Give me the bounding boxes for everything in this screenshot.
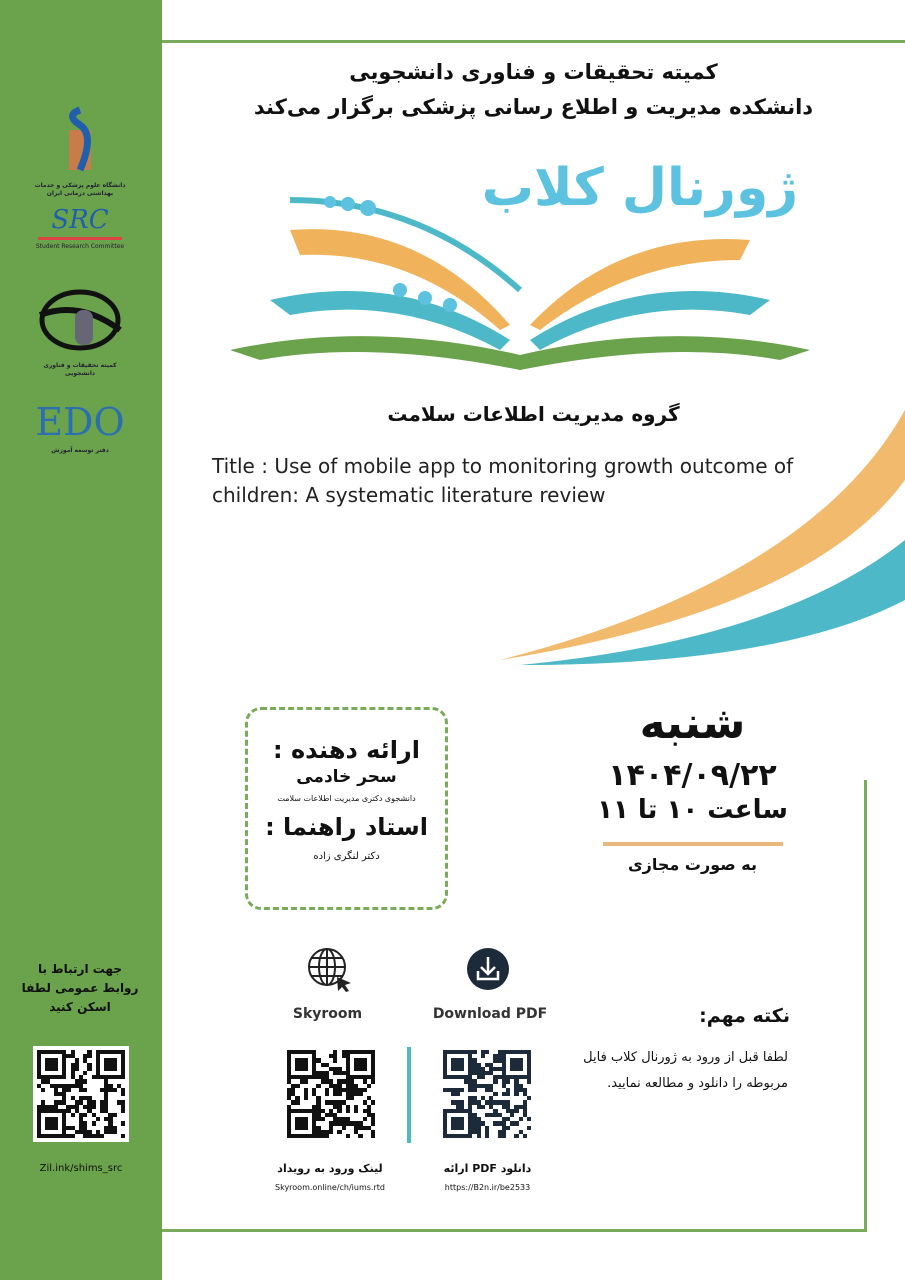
header-line-1: کمیته تحقیقات و فناوری دانشجویی xyxy=(349,60,718,84)
download-icon xyxy=(466,947,510,991)
skyroom-qr-code[interactable] xyxy=(283,1046,379,1142)
download-pdf-label[interactable]: Download PDF xyxy=(432,1006,548,1022)
note-text: لطفا قبل از ورود به ژورنال کلاب فایل مربوطه را دانلود و مطالعه نمایید. xyxy=(583,1050,788,1091)
decorative-swooshes xyxy=(480,380,905,670)
contact-link[interactable]: Zil.ink/shims_src xyxy=(39,1163,123,1174)
header-line-2: دانشکده مدیریت و اطلاع رسانی پزشکی برگزار می‌کند xyxy=(253,95,814,119)
pdf-url[interactable]: https://B2n.ir/be2533 xyxy=(444,1183,531,1192)
globe-cursor-icon xyxy=(305,945,355,995)
contact-text: جهت ارتباط با روابط عمومی لطفا اسکن کنید xyxy=(21,962,139,1015)
presentation-title: Title : Use of mobile app to monitoring growth outcome of children: A systematic literature review xyxy=(212,454,794,507)
skyroom-label[interactable]: Skyroom xyxy=(292,1006,363,1022)
presenter-name: سحر خادمی xyxy=(296,767,397,787)
skyroom-url[interactable]: Skyroom.online/ch/iums.rtd xyxy=(275,1183,385,1192)
pdf-caption: دانلود PDF ارائه xyxy=(443,1162,532,1175)
src-logo: SRC Student Research Committee xyxy=(35,205,125,250)
university-logo: دانشگاه علوم پزشکی و خدمات بهداشتی درمانی ایران xyxy=(30,105,130,198)
research-committee-logo: کمیته تحقیقات و فناوری دانشجویی xyxy=(30,285,130,378)
right-divider xyxy=(864,780,867,1230)
note-title: نکته مهم: xyxy=(699,1005,790,1027)
advisor-name: دکتر لنگری زاده xyxy=(313,851,380,862)
presenter-box xyxy=(245,707,448,910)
journal-club-title: ژورنال کلاب xyxy=(481,158,799,218)
pdf-qr-code[interactable] xyxy=(439,1046,535,1142)
event-mode: به صورت مجازی xyxy=(628,855,757,874)
skyroom-caption: لینک ورود به رویداد xyxy=(277,1162,383,1175)
presenter-role: دانشجوی دکتری مدیریت اطلاعات سلامت xyxy=(277,794,416,803)
edo-logo: EDO دفتر توسعه آموزش xyxy=(35,400,125,454)
qr-divider xyxy=(407,1047,411,1143)
department-group: گروه مدیریت اطلاعات سلامت xyxy=(387,402,680,426)
presenter-label: ارائه دهنده : xyxy=(273,736,420,764)
sidebar xyxy=(0,0,162,1280)
event-day: شنبه xyxy=(639,698,746,749)
top-divider xyxy=(162,40,905,43)
date-underline xyxy=(603,842,783,846)
event-date: ۱۴۰۴/۰۹/۲۲ xyxy=(608,758,777,793)
bottom-divider xyxy=(162,1229,867,1232)
advisor-label: استاد راهنما : xyxy=(265,813,428,841)
contact-qr-code[interactable] xyxy=(33,1046,129,1142)
journal-club-book-logo xyxy=(220,150,820,390)
event-time: ساعت ۱۰ تا ۱۱ xyxy=(597,795,788,825)
